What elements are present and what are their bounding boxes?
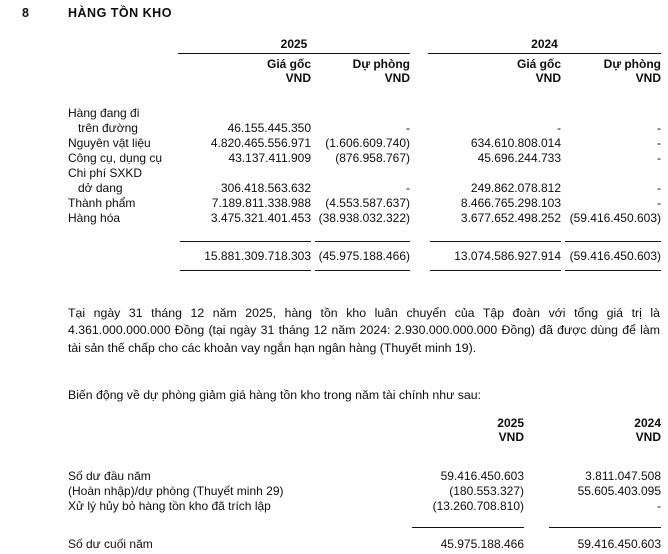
provision-rule-2024	[549, 527, 661, 528]
inventory-cell-cost-2024: 634.610.808.014	[470, 136, 561, 150]
inventory-total-rule-bottom-provision-2025	[315, 270, 410, 271]
inventory-row-label: Chi phí SXKD	[68, 166, 143, 180]
inventory-colhead-cost-2025: Giá gốc	[266, 57, 311, 71]
provision-row-label: (Hoàn nhập)/dự phòng (Thuyết minh 29)	[68, 484, 284, 498]
provision-cell-2024: 3.811.047.508	[585, 469, 661, 483]
provision-total-label: Số dư cuối năm	[68, 537, 153, 551]
inventory-cell-provision-2025: (876.958.767)	[335, 151, 410, 165]
provision-total-2025: 45.975.188.466	[440, 537, 524, 551]
inventory-table	[0, 36, 668, 276]
inventory-year-header-2024: 2024	[531, 37, 558, 51]
inventory-cell-cost-2025: 46.155.445.350	[227, 121, 311, 135]
inventory-rule-2024	[428, 53, 661, 54]
inventory-cell-provision-2025: -	[406, 181, 410, 195]
inventory-cell-provision-2025: -	[406, 121, 410, 135]
inventory-cell-provision-2024: -	[657, 121, 661, 135]
inventory-cell-cost-2025: 7.189.811.338.988	[211, 196, 311, 210]
inventory-total-rule-bottom-cost-2025	[180, 270, 311, 271]
provision-cell-2024: 55.605.403.095	[577, 484, 661, 498]
provision-rule-2025	[412, 527, 524, 528]
provision-cell-2025: (180.553.327)	[449, 484, 524, 498]
note-number: 8	[22, 6, 30, 20]
provision-colhead-2025: 2025	[497, 416, 524, 430]
provision-cell-2025: (13.260.708.810)	[432, 499, 524, 513]
provision-cell-2024: -	[657, 499, 661, 513]
inventory-total-rule-bottom-cost-2024	[430, 270, 561, 271]
inventory-cell-cost-2025: 3.475.321.401.453	[210, 211, 311, 225]
inventory-cell-provision-2025: (1.606.609.740)	[325, 136, 410, 150]
inventory-total-rule-top-provision-2025	[315, 241, 410, 242]
note-title: HÀNG TỒN KHO	[68, 6, 172, 20]
inventory-total-cost-2025: 15.881.309.718.303	[204, 249, 311, 263]
inventory-colhead-provision-2025-unit: VND	[384, 71, 410, 85]
provision-colhead-2024: 2024	[634, 416, 661, 430]
inventory-colhead-cost-2024: Giá gốc	[516, 57, 561, 71]
provision-colhead-2024-unit: VND	[635, 430, 661, 444]
provision-cell-2025: 59.416.450.603	[440, 469, 524, 483]
inventory-colhead-provision-2024-unit: VND	[635, 71, 661, 85]
inventory-total-rule-top-provision-2024	[565, 241, 661, 242]
inventory-rule-2025	[178, 53, 410, 54]
inventory-colhead-provision-2025: Dự phòng	[352, 57, 410, 71]
inventory-row-label: Hàng hóa	[68, 211, 121, 225]
provision-colhead-2025-unit: VND	[498, 430, 524, 444]
inventory-cell-provision-2024: -	[657, 151, 661, 165]
inventory-cell-cost-2024: 45.696.244.733	[477, 151, 561, 165]
inventory-row-label-cont: dở dang	[78, 181, 123, 195]
inventory-row-label: Công cụ, dụng cụ	[68, 151, 163, 165]
inventory-year-header-2025: 2025	[280, 37, 308, 51]
inventory-cell-provision-2024: (59.416.450.603)	[569, 211, 661, 225]
provision-row-label: Số dư đầu năm	[68, 469, 151, 483]
inventory-total-cost-2024: 13.074.586.927.914	[454, 249, 561, 263]
inventory-row-label: Nguyên vật liệu	[68, 136, 151, 150]
inventory-cell-cost-2025: 306.418.563.632	[220, 181, 311, 195]
inventory-cell-cost-2024: 249.862.078.812	[470, 181, 561, 195]
pledge-paragraph: Tại ngày 31 tháng 12 năm 2025, hàng tồn kho luân chuyển của Tập đoàn với tổng giá trị là 4.361.000.000.000 Đồng (tại ngày 31 tháng 12 năm 2024: 2.930.000.000.000 Đồng) đã được dùng để làm tài sản thế chấp cho các khoản vay ngắn hạn ngân hàng (Thuyết minh 19).	[68, 306, 664, 355]
inventory-cell-provision-2025: (4.553.587.637)	[325, 196, 410, 210]
movement-intro-paragraph: Biến động về dự phòng giảm giá hàng tồn kho trong năm tài chính như sau:	[68, 388, 481, 402]
inventory-row-label: Hàng đang đi	[68, 106, 140, 120]
inventory-total-rule-top-cost-2025	[180, 241, 311, 242]
inventory-cell-provision-2024: -	[657, 196, 661, 210]
inventory-colhead-cost-2025-unit: VND	[285, 71, 311, 85]
inventory-cell-provision-2025: (38.938.032.322)	[318, 211, 410, 225]
inventory-total-provision-2025: (45.975.188.466)	[318, 249, 410, 263]
provision-movement-table	[0, 408, 668, 554]
inventory-cell-cost-2024: -	[557, 121, 561, 135]
provision-total-2024: 59.416.450.603	[577, 537, 661, 551]
provision-row-label: Xử lý hủy bỏ hàng tồn kho đã trích lập	[68, 499, 271, 513]
inventory-cell-cost-2024: 3.677.652.498.252	[460, 211, 561, 225]
inventory-cell-provision-2024: -	[657, 136, 661, 150]
inventory-cell-provision-2024: -	[657, 181, 661, 195]
inventory-cell-cost-2025: 43.137.411.909	[228, 151, 311, 165]
inventory-cell-cost-2024: 8.466.765.298.103	[460, 196, 561, 210]
inventory-row-label-cont: trên đường	[78, 121, 138, 135]
note-heading	[0, 6, 668, 28]
inventory-total-provision-2024: (59.416.450.603)	[569, 249, 661, 263]
inventory-total-rule-top-cost-2024	[430, 241, 561, 242]
inventory-total-rule-bottom-provision-2024	[565, 270, 661, 271]
inventory-row-label: Thành phẩm	[68, 196, 136, 210]
inventory-colhead-provision-2024: Dự phòng	[603, 57, 661, 71]
inventory-colhead-cost-2024-unit: VND	[535, 71, 561, 85]
inventory-cell-cost-2025: 4.820.465.556.971	[210, 136, 311, 150]
